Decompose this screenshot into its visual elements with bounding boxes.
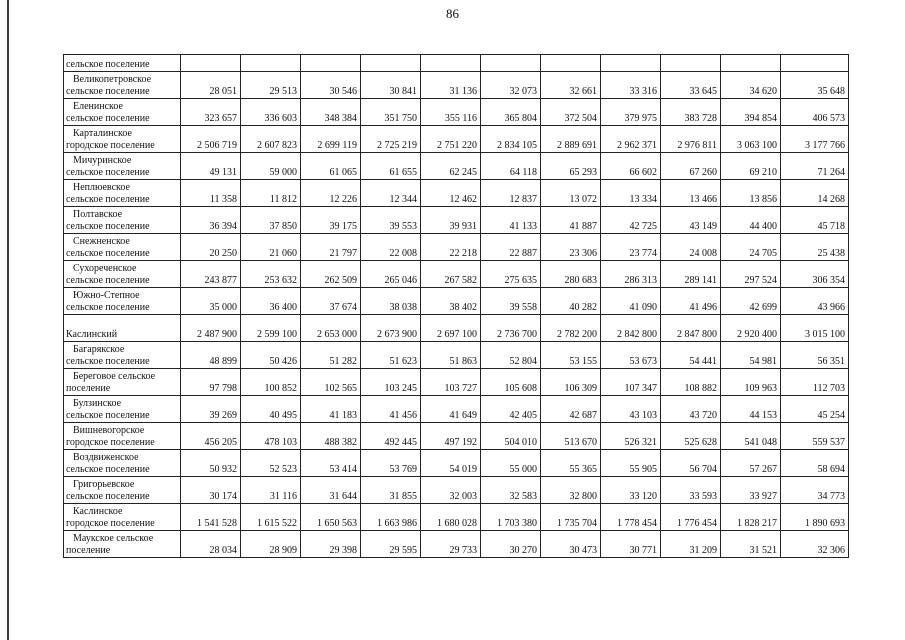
value-cell: 42 405 (481, 396, 541, 423)
value-cell: 112 703 (781, 369, 849, 396)
value-cell: 40 495 (241, 396, 301, 423)
value-cell: 286 313 (601, 261, 661, 288)
value-cell: 22 887 (481, 234, 541, 261)
value-cell: 12 344 (361, 180, 421, 207)
value-cell: 13 466 (661, 180, 721, 207)
value-cell: 12 226 (301, 180, 361, 207)
value-cell: 23 306 (541, 234, 601, 261)
value-cell: 33 316 (601, 72, 661, 99)
value-cell: 3 177 766 (781, 126, 849, 153)
value-cell: 55 365 (541, 450, 601, 477)
value-cell: 267 582 (421, 261, 481, 288)
value-cell: 1 776 454 (661, 504, 721, 531)
value-cell: 2 782 200 (541, 315, 601, 342)
value-cell: 30 473 (541, 531, 601, 558)
value-cell: 103 727 (421, 369, 481, 396)
value-cell: 12 462 (421, 180, 481, 207)
value-cell: 36 394 (181, 207, 241, 234)
value-cell: 1 615 522 (241, 504, 301, 531)
row-name: Полтавское сельское поселение (64, 207, 181, 234)
row-name: Булзинское сельское поселение (64, 396, 181, 423)
value-cell: 3 063 100 (721, 126, 781, 153)
value-cell: 22 008 (361, 234, 421, 261)
page-number: 86 (446, 6, 459, 21)
value-cell: 39 558 (481, 288, 541, 315)
value-cell: 40 282 (541, 288, 601, 315)
value-cell: 53 155 (541, 342, 601, 369)
row-name: сельское поселение (64, 55, 181, 72)
value-cell: 39 931 (421, 207, 481, 234)
value-cell: 33 927 (721, 477, 781, 504)
value-cell: 29 733 (421, 531, 481, 558)
row-name: Еленинское сельское поселение (64, 99, 181, 126)
value-cell: 2 599 100 (241, 315, 301, 342)
value-cell: 41 496 (661, 288, 721, 315)
value-cell: 30 841 (361, 72, 421, 99)
value-cell: 52 523 (241, 450, 301, 477)
row-name: Сухореченское сельское поселение (64, 261, 181, 288)
value-cell: 394 854 (721, 99, 781, 126)
value-cell: 108 882 (661, 369, 721, 396)
value-cell: 55 000 (481, 450, 541, 477)
table-row (64, 369, 849, 396)
value-cell: 541 048 (721, 423, 781, 450)
value-cell: 1 778 454 (601, 504, 661, 531)
value-cell: 58 694 (781, 450, 849, 477)
value-cell: 53 414 (301, 450, 361, 477)
value-cell: 20 250 (181, 234, 241, 261)
value-cell: 262 509 (301, 261, 361, 288)
value-cell: 2 736 700 (481, 315, 541, 342)
value-cell: 2 653 000 (301, 315, 361, 342)
value-cell: 2 607 823 (241, 126, 301, 153)
value-cell: 35 648 (781, 72, 849, 99)
value-cell: 29 595 (361, 531, 421, 558)
value-cell: 69 210 (721, 153, 781, 180)
value-cell: 31 136 (421, 72, 481, 99)
value-cell: 105 608 (481, 369, 541, 396)
table-row (64, 207, 849, 234)
value-cell: 55 905 (601, 450, 661, 477)
value-cell: 348 384 (301, 99, 361, 126)
row-name: Воздвиженское сельское поселение (64, 450, 181, 477)
value-cell: 297 524 (721, 261, 781, 288)
value-cell: 2 847 800 (661, 315, 721, 342)
value-cell: 51 863 (421, 342, 481, 369)
value-cell: 289 141 (661, 261, 721, 288)
value-cell: 45 254 (781, 396, 849, 423)
page-left-border (7, 0, 9, 640)
value-cell: 56 351 (781, 342, 849, 369)
value-cell: 43 149 (661, 207, 721, 234)
table-row (64, 531, 849, 558)
value-cell: 35 000 (181, 288, 241, 315)
value-cell: 265 046 (361, 261, 421, 288)
value-cell: 24 705 (721, 234, 781, 261)
value-cell: 323 657 (181, 99, 241, 126)
value-cell: 253 632 (241, 261, 301, 288)
value-cell: 32 800 (541, 477, 601, 504)
value-cell: 54 441 (661, 342, 721, 369)
value-cell: 2 842 800 (601, 315, 661, 342)
value-cell: 379 975 (601, 99, 661, 126)
value-cell: 41 887 (541, 207, 601, 234)
value-cell: 2 976 811 (661, 126, 721, 153)
value-cell: 38 038 (361, 288, 421, 315)
value-cell: 45 718 (781, 207, 849, 234)
table-row (64, 234, 849, 261)
value-cell: 103 245 (361, 369, 421, 396)
value-cell: 30 270 (481, 531, 541, 558)
row-name: Маукское сельское поселение (64, 531, 181, 558)
value-cell: 51 282 (301, 342, 361, 369)
row-name: Вишневогорское городское поселение (64, 423, 181, 450)
value-cell: 28 051 (181, 72, 241, 99)
value-cell: 41 456 (361, 396, 421, 423)
value-cell: 33 120 (601, 477, 661, 504)
value-cell: 29 513 (241, 72, 301, 99)
value-cell: 2 751 220 (421, 126, 481, 153)
value-cell: 100 852 (241, 369, 301, 396)
value-cell: 109 963 (721, 369, 781, 396)
value-cell: 41 133 (481, 207, 541, 234)
value-cell: 21 060 (241, 234, 301, 261)
value-cell: 29 398 (301, 531, 361, 558)
value-cell: 1 663 986 (361, 504, 421, 531)
value-cell: 48 899 (181, 342, 241, 369)
value-cell: 2 834 105 (481, 126, 541, 153)
value-cell: 2 962 371 (601, 126, 661, 153)
value-cell: 22 218 (421, 234, 481, 261)
value-cell: 59 000 (241, 153, 301, 180)
value-cell: 51 623 (361, 342, 421, 369)
value-cell: 43 103 (601, 396, 661, 423)
value-cell: 54 019 (421, 450, 481, 477)
value-cell: 43 966 (781, 288, 849, 315)
row-name: Каслинское городское поселение (64, 504, 181, 531)
value-cell: 41 649 (421, 396, 481, 423)
row-name: Григорьевское сельское поселение (64, 477, 181, 504)
value-cell: 56 704 (661, 450, 721, 477)
value-cell: 39 553 (361, 207, 421, 234)
table-row (64, 288, 849, 315)
value-cell: 64 118 (481, 153, 541, 180)
value-cell: 25 438 (781, 234, 849, 261)
value-cell: 31 116 (241, 477, 301, 504)
value-cell: 2 889 691 (541, 126, 601, 153)
value-cell: 355 116 (421, 99, 481, 126)
value-cell: 497 192 (421, 423, 481, 450)
value-cell: 2 697 100 (421, 315, 481, 342)
value-cell: 65 293 (541, 153, 601, 180)
value-cell: 372 504 (541, 99, 601, 126)
value-cell: 37 850 (241, 207, 301, 234)
table-row (64, 99, 849, 126)
value-cell: 38 402 (421, 288, 481, 315)
value-cell: 1 650 563 (301, 504, 361, 531)
value-cell: 28 909 (241, 531, 301, 558)
value-cell: 1 828 217 (721, 504, 781, 531)
value-cell: 2 506 719 (181, 126, 241, 153)
value-cell: 39 269 (181, 396, 241, 423)
value-cell: 31 521 (721, 531, 781, 558)
value-cell: 280 683 (541, 261, 601, 288)
row-name: Неплюевское сельское поселение (64, 180, 181, 207)
value-cell: 30 771 (601, 531, 661, 558)
value-cell: 559 537 (781, 423, 849, 450)
value-cell: 50 932 (181, 450, 241, 477)
value-cell: 1 541 528 (181, 504, 241, 531)
value-cell: 365 804 (481, 99, 541, 126)
value-cell: 61 655 (361, 153, 421, 180)
row-name: Каслинский (64, 315, 181, 342)
value-cell: 37 674 (301, 288, 361, 315)
table-row (64, 315, 849, 342)
value-cell: 33 593 (661, 477, 721, 504)
value-cell: 351 750 (361, 99, 421, 126)
value-cell: 32 661 (541, 72, 601, 99)
value-cell: 1 680 028 (421, 504, 481, 531)
value-cell: 57 267 (721, 450, 781, 477)
data-table (63, 54, 849, 558)
row-name: Багарякское сельское поселение (64, 342, 181, 369)
value-cell: 71 264 (781, 153, 849, 180)
value-cell: 2 487 900 (181, 315, 241, 342)
value-cell: 106 309 (541, 369, 601, 396)
table-row (64, 55, 849, 72)
value-cell: 2 699 119 (301, 126, 361, 153)
value-cell: 12 837 (481, 180, 541, 207)
value-cell: 2 725 219 (361, 126, 421, 153)
value-cell: 30 174 (181, 477, 241, 504)
value-cell: 1 890 693 (781, 504, 849, 531)
value-cell: 34 620 (721, 72, 781, 99)
value-cell: 42 687 (541, 396, 601, 423)
value-cell: 53 673 (601, 342, 661, 369)
value-cell: 32 073 (481, 72, 541, 99)
value-cell: 513 670 (541, 423, 601, 450)
table-row (64, 261, 849, 288)
row-name: Южно-Степное сельское поселение (64, 288, 181, 315)
value-cell: 11 358 (181, 180, 241, 207)
table-row (64, 153, 849, 180)
value-cell: 526 321 (601, 423, 661, 450)
value-cell: 33 645 (661, 72, 721, 99)
value-cell: 3 015 100 (781, 315, 849, 342)
value-cell: 488 382 (301, 423, 361, 450)
value-cell: 50 426 (241, 342, 301, 369)
value-cell: 28 034 (181, 531, 241, 558)
value-cell: 42 699 (721, 288, 781, 315)
value-cell: 32 003 (421, 477, 481, 504)
table-row (64, 450, 849, 477)
row-name: Береговое сельское поселение (64, 369, 181, 396)
table-row (64, 423, 849, 450)
value-cell: 406 573 (781, 99, 849, 126)
value-cell: 13 856 (721, 180, 781, 207)
value-cell: 66 602 (601, 153, 661, 180)
value-cell: 456 205 (181, 423, 241, 450)
value-cell: 478 103 (241, 423, 301, 450)
value-cell: 54 981 (721, 342, 781, 369)
value-cell: 61 065 (301, 153, 361, 180)
value-cell: 525 628 (661, 423, 721, 450)
value-cell: 36 400 (241, 288, 301, 315)
value-cell: 2 673 900 (361, 315, 421, 342)
row-name: Мичуринское сельское поселение (64, 153, 181, 180)
value-cell: 1 735 704 (541, 504, 601, 531)
value-cell: 504 010 (481, 423, 541, 450)
table-row (64, 342, 849, 369)
value-cell: 39 175 (301, 207, 361, 234)
value-cell: 306 354 (781, 261, 849, 288)
value-cell: 492 445 (361, 423, 421, 450)
value-cell: 2 920 400 (721, 315, 781, 342)
value-cell: 49 131 (181, 153, 241, 180)
value-cell: 32 306 (781, 531, 849, 558)
table-row (64, 477, 849, 504)
value-cell: 52 804 (481, 342, 541, 369)
value-cell: 336 603 (241, 99, 301, 126)
row-name: Карталинское городское поселение (64, 126, 181, 153)
table-row (64, 504, 849, 531)
table-row (64, 396, 849, 423)
row-name: Великопетровское сельское поселение (64, 72, 181, 99)
value-cell: 13 334 (601, 180, 661, 207)
value-cell: 30 546 (301, 72, 361, 99)
value-cell: 14 268 (781, 180, 849, 207)
table-row (64, 180, 849, 207)
table-row (64, 72, 849, 99)
value-cell: 21 797 (301, 234, 361, 261)
value-cell: 34 773 (781, 477, 849, 504)
value-cell: 23 774 (601, 234, 661, 261)
value-cell: 31 644 (301, 477, 361, 504)
row-name: Снежненское сельское поселение (64, 234, 181, 261)
value-cell: 53 769 (361, 450, 421, 477)
value-cell: 31 855 (361, 477, 421, 504)
value-cell: 1 703 380 (481, 504, 541, 531)
value-cell: 44 400 (721, 207, 781, 234)
value-cell: 32 583 (481, 477, 541, 504)
value-cell: 97 798 (181, 369, 241, 396)
value-cell: 24 008 (661, 234, 721, 261)
value-cell: 102 565 (301, 369, 361, 396)
value-cell: 107 347 (601, 369, 661, 396)
value-cell: 41 090 (601, 288, 661, 315)
value-cell: 13 072 (541, 180, 601, 207)
value-cell: 383 728 (661, 99, 721, 126)
value-cell: 11 812 (241, 180, 301, 207)
value-cell: 243 877 (181, 261, 241, 288)
value-cell: 44 153 (721, 396, 781, 423)
value-cell: 62 245 (421, 153, 481, 180)
value-cell: 41 183 (301, 396, 361, 423)
value-cell: 67 260 (661, 153, 721, 180)
value-cell: 43 720 (661, 396, 721, 423)
value-cell: 275 635 (481, 261, 541, 288)
value-cell: 31 209 (661, 531, 721, 558)
value-cell: 42 725 (601, 207, 661, 234)
table-row (64, 126, 849, 153)
